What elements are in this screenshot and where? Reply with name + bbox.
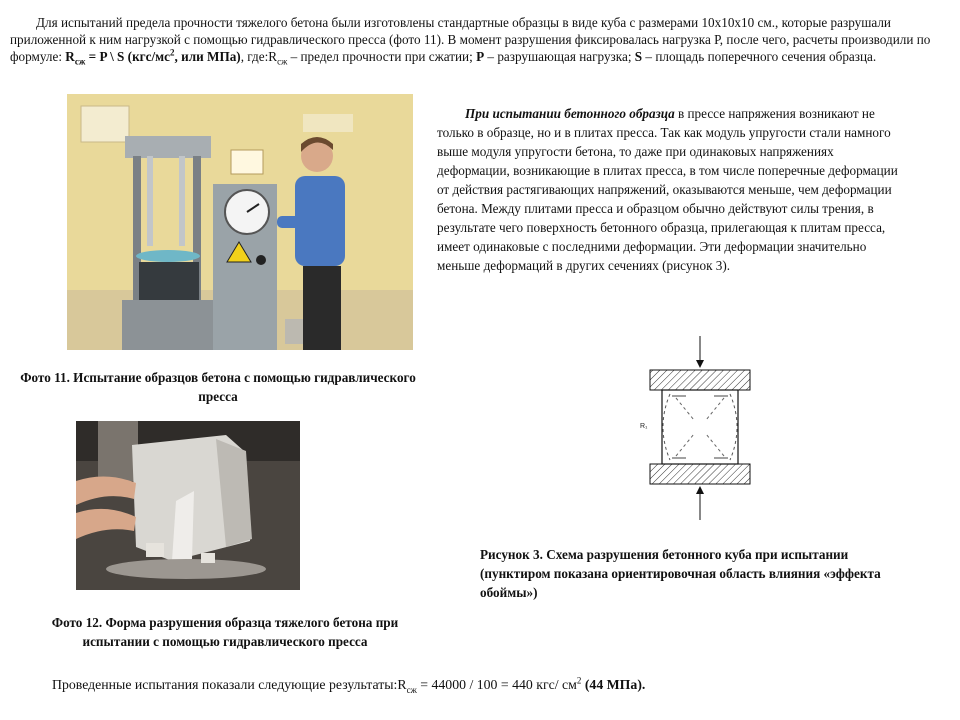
figure-3-caption <box>448 545 908 602</box>
figure-3-diagram <box>632 334 767 522</box>
right-text-paragraph: При испытании бетонного образца в прессе напряжения возникают не только в образце, но и в плитах пресса. Так как модуль упругости стали намного выше модуля упругости бетона, то даже при одинаковых напряжениях деформации, возникающие в плитах пресса, в том числе поперечные деформации от действия растягивающих напряжений, оказываются меньше, чем деформации бетона. Между плитами пресса и образцом обычно действуют силы трения, в результате чего поверхность бетонного образца, прилегающая к плитам пресса, имеет одинаковые с последними деформации. Эти деформации значительно меньше деформаций в других сечениях (рисунок 3). <box>437 106 898 273</box>
figure-3-label-r1: R₁ <box>640 423 648 430</box>
photo-11-press <box>67 94 413 350</box>
photo-12-broken-cube <box>76 421 300 590</box>
intro-paragraph: Для испытаний предела прочности тяжелого бетона были изготовлены стандартные образцы в виде куба с размерами 10х10х10 см., которые разрушали приложенной к ним нагрузкой с помощью гидравлического пресса (фото 11). В момент разрушения фиксировалась нагрузка Р, после чего, расчеты производили по формуле: $R_{сж} = P$ \ S ($кгс/мс^2$, или МПа), $где:R_{сж}$ – предел прочности при сжатии; Р – разрушающая нагрузка; S – площадь поперечного сечения образца. <box>10 15 931 67</box>
result-line: Проведенные испытания показали следующие $результаты:R_{сж} = 44000 / 100 = 440$ кгс/ $см^2$ (44 МПа). <box>52 675 646 695</box>
photo-11-caption: Фото 11. Испытание образцов бетона с помощью гидравлического пресса <box>20 370 416 404</box>
figure-3-caption-text: Рисунок 3. Схема разрушения бетонного куба при испытании (пунктиром показана ориентировочная область влияния «эффекта обоймы») <box>480 547 881 600</box>
photo-12-caption: Фото 12. Форма разрушения образца тяжелого бетона при испытании с помощью гидравлического пресса <box>51 615 399 649</box>
